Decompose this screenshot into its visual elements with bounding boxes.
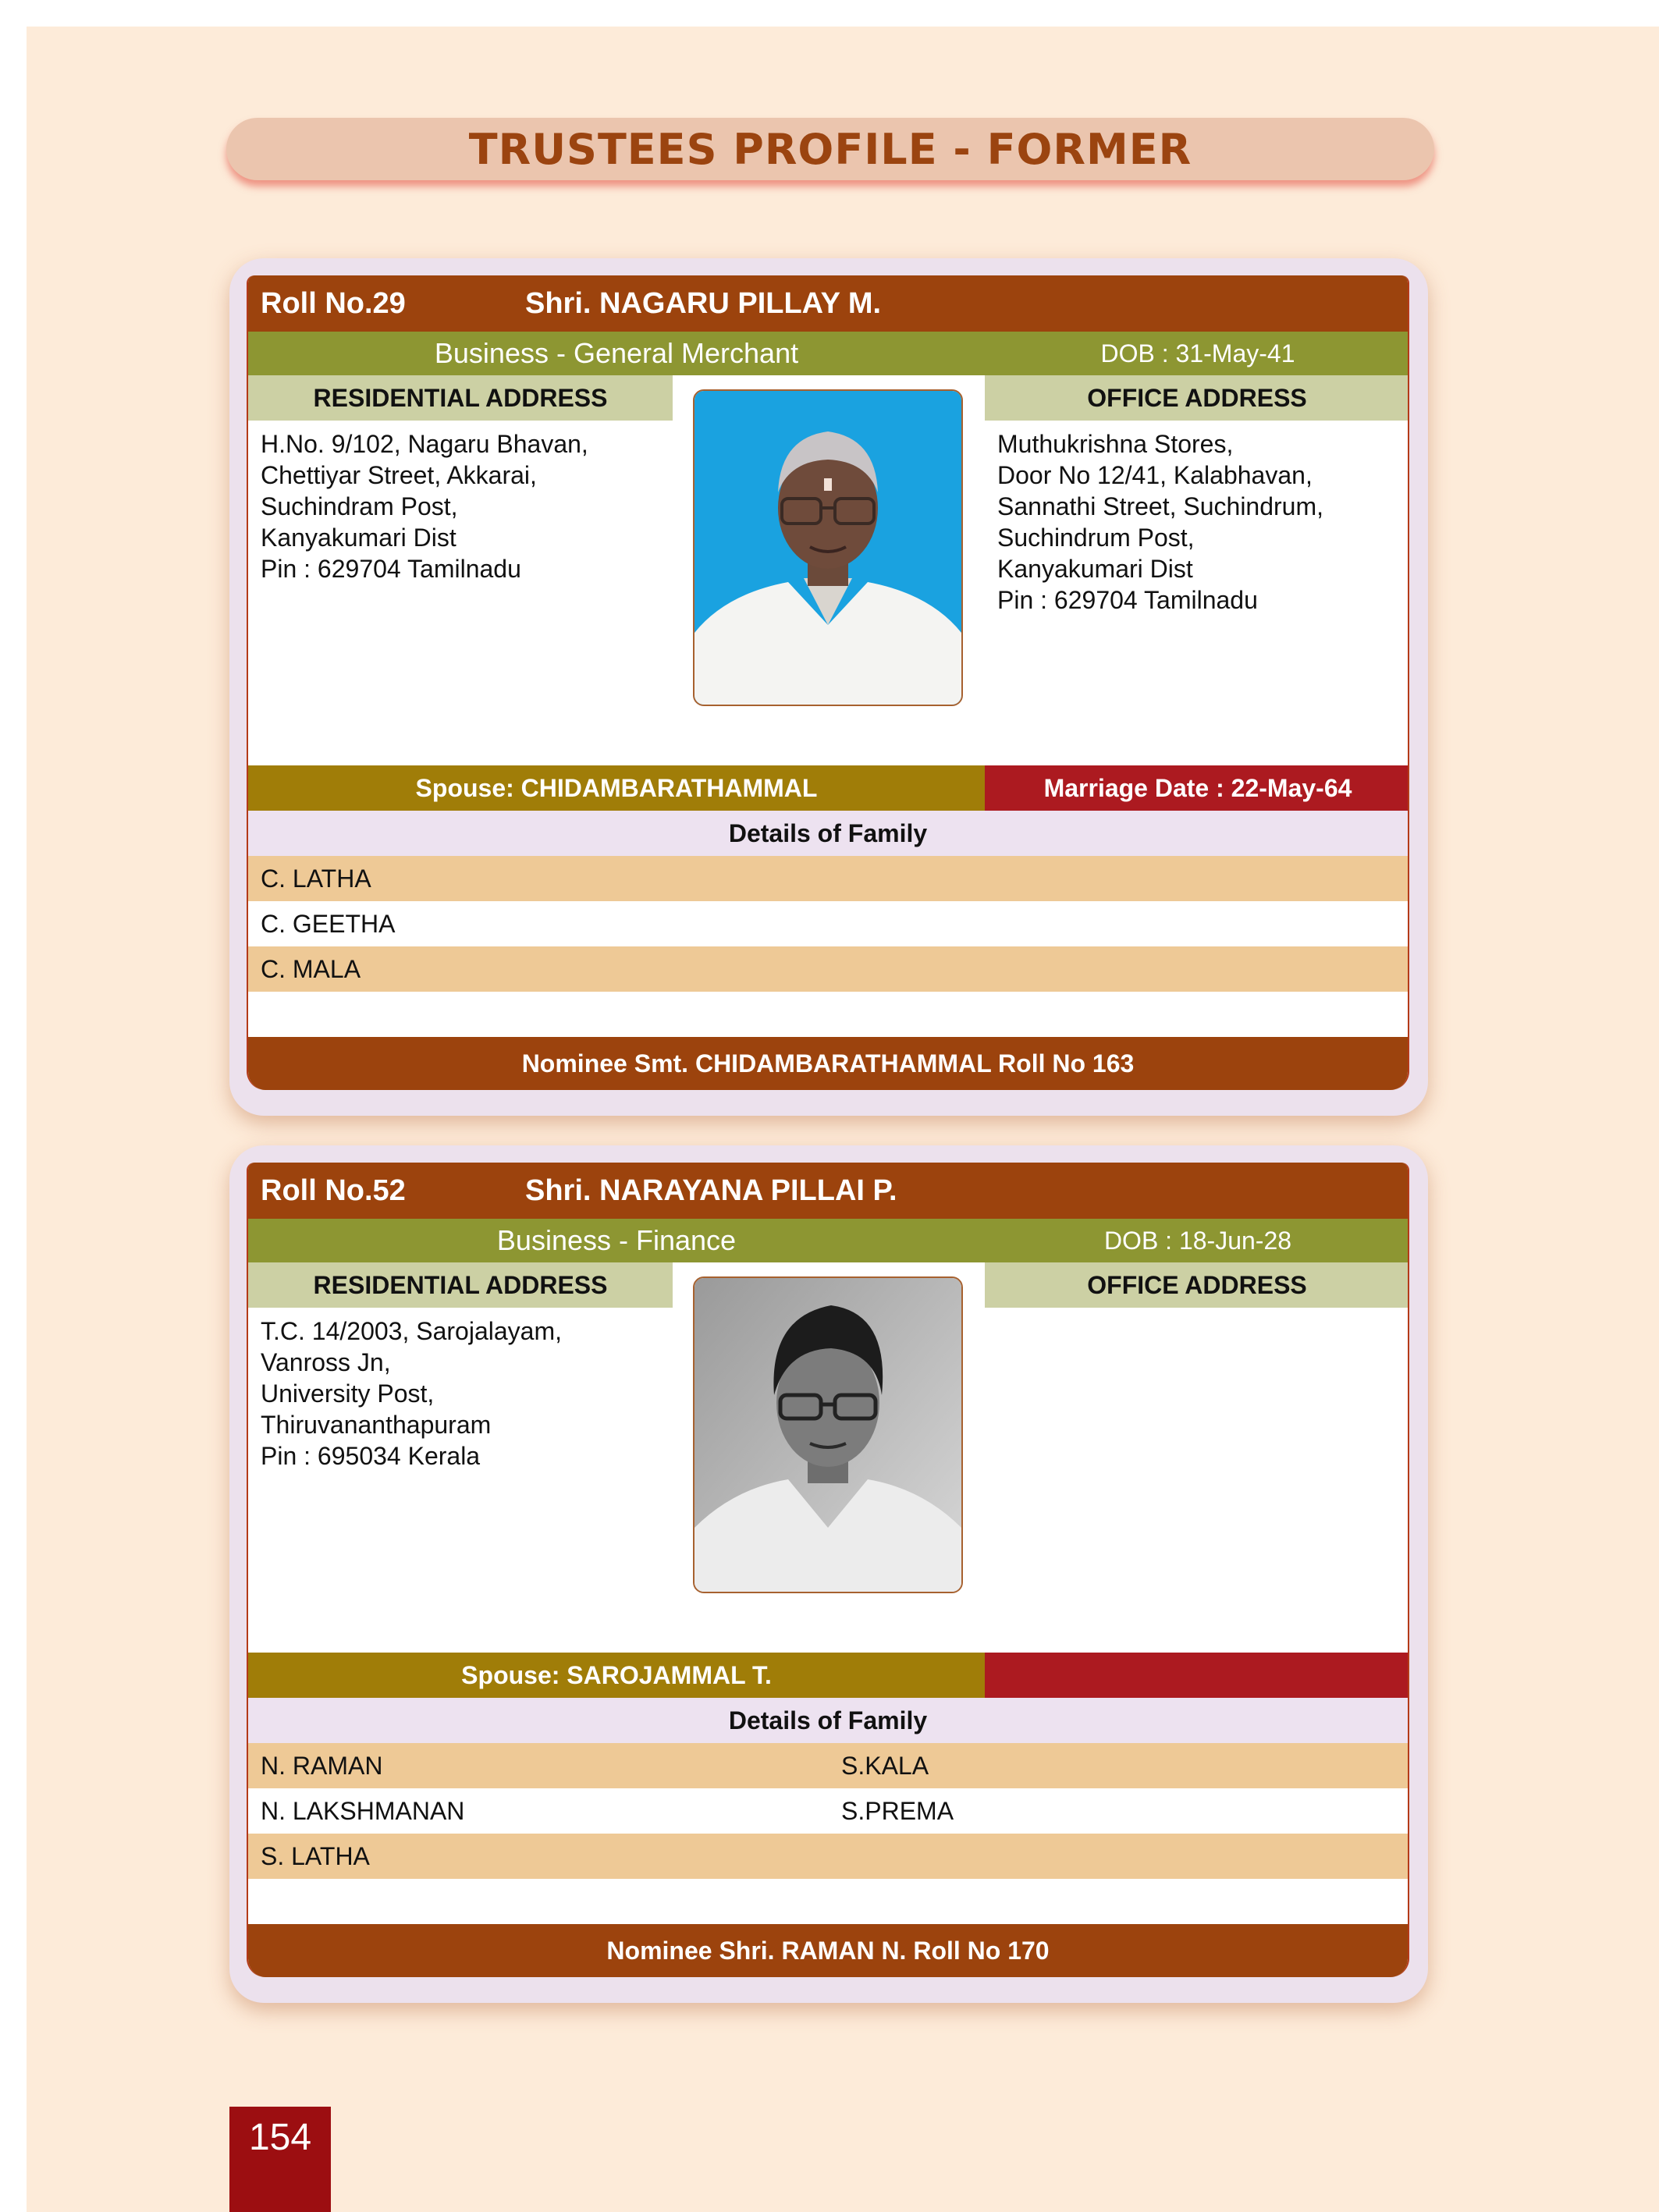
spouse-name: Spouse: SAROJAMMAL T. [248, 1653, 985, 1698]
profession-row [248, 1219, 1408, 1262]
trustee-name: Shri. NARAYANA PILLAI P. [525, 1173, 897, 1207]
family-row [248, 901, 1408, 946]
address-line: T.C. 14/2003, Sarojalayam, [261, 1317, 562, 1345]
office-address-heading: OFFICE ADDRESS [985, 375, 1409, 421]
spouse-row [248, 765, 1408, 811]
family-row [248, 1788, 1408, 1834]
address-line: Pin : 629704 Tamilnadu [261, 555, 521, 583]
address-line: Muthukrishna Stores, [997, 430, 1234, 458]
trustee-card-2 [229, 1145, 1428, 2003]
marriage-date [985, 1653, 1409, 1698]
family-row [248, 1743, 1408, 1788]
address-line: H.No. 9/102, Nagaru Bhavan, [261, 430, 588, 458]
spouse-name: Spouse: CHIDAMBARATHAMMAL [248, 765, 985, 811]
residential-address [248, 375, 673, 592]
family-heading: Details of Family [248, 1698, 1408, 1743]
address-line: Suchindram Post, [261, 492, 458, 520]
family-row [248, 1834, 1408, 1879]
profession: Business - General Merchant [434, 337, 799, 369]
family-heading: Details of Family [248, 811, 1408, 856]
address-block [248, 375, 1408, 765]
office-address [985, 1262, 1409, 1323]
date-of-birth: DOB : 18-Jun-28 [1103, 1226, 1292, 1255]
page-title-banner [226, 118, 1434, 180]
family-row [248, 992, 1408, 1037]
profession: Business - Finance [496, 1224, 737, 1256]
spouse-row [248, 1653, 1408, 1698]
page-number: 154 [229, 2107, 331, 2212]
address-line: Vanross Jn, [261, 1348, 391, 1376]
trustee-name-row [248, 1163, 1408, 1219]
page-title: TRUSTEES PROFILE - FORMER [468, 124, 1192, 174]
family-row [248, 1879, 1408, 1924]
family-member: S. LATHA [261, 1841, 370, 1870]
trustee-card-2-body [247, 1163, 1409, 1977]
family-member: S.KALA [841, 1751, 929, 1780]
office-address [985, 375, 1409, 623]
family-member: N. RAMAN [261, 1751, 383, 1780]
trustee-name: Shri. NAGARU PILLAY M. [525, 286, 882, 320]
roll-number: Roll No.52 [261, 1173, 406, 1207]
residential-address-heading: RESIDENTIAL ADDRESS [248, 375, 673, 421]
address-line: Suchindrum Post, [997, 524, 1195, 552]
address-line: Sannathi Street, Suchindrum, [997, 492, 1324, 520]
family-member: C. GEETHA [261, 909, 396, 938]
address-line: Chettiyar Street, Akkarai, [261, 461, 537, 489]
family-row [248, 946, 1408, 992]
trustee-card-1-body [247, 275, 1409, 1090]
address-block [248, 1262, 1408, 1653]
address-line: Pin : 629704 Tamilnadu [997, 586, 1258, 614]
portrait-image [695, 1278, 961, 1592]
nominee: Nominee Shri. RAMAN N. Roll No 170 [248, 1924, 1408, 1977]
address-line: Door No 12/41, Kalabhavan, [997, 461, 1313, 489]
residential-address [248, 1262, 673, 1479]
trustee-photo [693, 389, 963, 706]
family-member: N. LAKSHMANAN [261, 1796, 465, 1825]
address-line: Thiruvananthapuram [261, 1411, 492, 1439]
address-line: Kanyakumari Dist [997, 555, 1193, 583]
marriage-date: Marriage Date : 22-May-64 [985, 765, 1409, 811]
date-of-birth: DOB : 31-May-41 [1100, 339, 1295, 367]
family-row [248, 856, 1408, 901]
address-line: University Post, [261, 1379, 435, 1408]
roll-number: Roll No.29 [261, 286, 406, 320]
profession-row [248, 332, 1408, 375]
trustee-name-row [248, 275, 1408, 332]
residential-address-heading: RESIDENTIAL ADDRESS [248, 1262, 673, 1308]
family-member: C. MALA [261, 954, 361, 983]
family-member: S.PREMA [841, 1796, 954, 1825]
office-address-heading: OFFICE ADDRESS [985, 1262, 1409, 1308]
trustee-photo [693, 1276, 963, 1593]
address-line: Pin : 695034 Kerala [261, 1442, 481, 1470]
address-line: Kanyakumari Dist [261, 524, 456, 552]
family-member: C. LATHA [261, 864, 371, 893]
nominee: Nominee Smt. CHIDAMBARATHAMMAL Roll No 163 [248, 1037, 1408, 1090]
trustee-card-1 [229, 258, 1428, 1116]
portrait-image [695, 391, 961, 705]
